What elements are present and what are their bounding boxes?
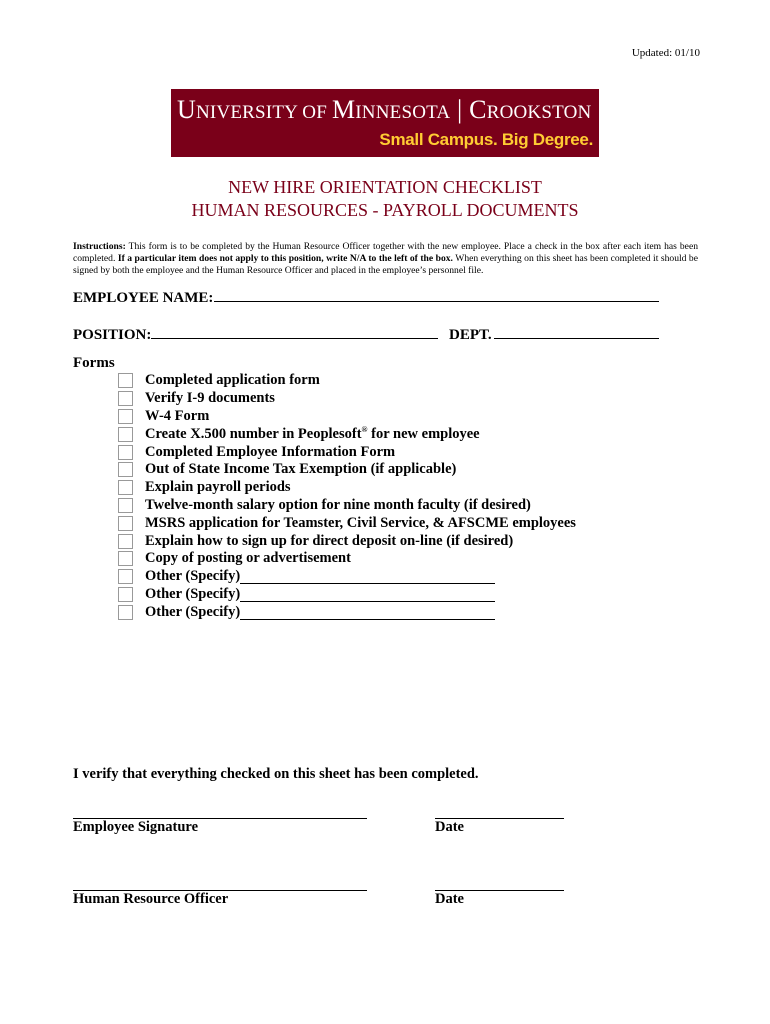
logo-wordmark: UNIVERSITY OF MINNESOTA | CROOKSTON (177, 95, 592, 124)
hr-officer-signature-field[interactable] (73, 876, 367, 891)
checkbox[interactable] (118, 587, 133, 602)
verification-statement: I verify that everything checked on this sheet has been completed. (73, 766, 479, 782)
list-item (118, 497, 576, 515)
instructions-text: This form is to be completed by the Human Resource Officer together with the new employee. Place a check in the box after each item has been completed. (73, 241, 698, 264)
specify-field[interactable] (240, 605, 495, 620)
employee-name-field[interactable] (214, 287, 659, 302)
instructions-na-note: If a particular item does not apply to this position, write N/A to the left of the box. (117, 253, 453, 264)
checklist (118, 372, 576, 621)
checkbox[interactable] (118, 391, 133, 406)
employee-signature-field[interactable] (73, 804, 367, 819)
checkbox[interactable] (118, 498, 133, 513)
checkbox[interactable] (118, 480, 133, 495)
item-label: W-4 Form (145, 407, 210, 424)
list-item (118, 479, 576, 497)
list-item (118, 408, 576, 426)
position-label: POSITION: (73, 327, 152, 343)
hr-date-label: Date (435, 891, 464, 907)
checkbox[interactable] (118, 462, 133, 477)
hr-officer-label: Human Resource Officer (73, 891, 229, 907)
list-item (118, 443, 576, 461)
checkbox[interactable] (118, 427, 133, 442)
employee-date-label: Date (435, 819, 464, 835)
item-label: Explain payroll periods (145, 479, 291, 496)
instructions (73, 241, 698, 277)
item-label: Completed Employee Information Form (145, 443, 396, 460)
item-label: Completed application form (145, 372, 320, 389)
item-label: Other (Specify) (145, 603, 241, 620)
list-item (118, 390, 576, 408)
position-field[interactable] (151, 324, 438, 339)
employee-date-field[interactable] (435, 804, 564, 819)
employee-name-label: EMPLOYEE NAME: (73, 290, 214, 306)
checkbox[interactable] (118, 605, 133, 620)
checkbox[interactable] (118, 373, 133, 388)
list-item (118, 550, 576, 568)
form-title: NEW HIRE ORIENTATION CHECKLIST (228, 177, 542, 197)
list-item (118, 532, 576, 550)
form-subtitle: HUMAN RESOURCES - PAYROLL DOCUMENTS (191, 200, 579, 220)
list-item (118, 586, 576, 604)
list-item (118, 461, 576, 479)
item-label: Copy of posting or advertisement (145, 550, 351, 567)
list-item (118, 603, 576, 621)
item-label: Twelve-month salary option for nine month faculty (if desired) (145, 496, 531, 513)
item-label: Other (Specify) (145, 568, 241, 585)
item-label: MSRS application for Teamster, Civil Service, & AFSCME employees (145, 514, 576, 531)
checkbox[interactable] (118, 551, 133, 566)
hr-officer-date-field[interactable] (435, 876, 564, 891)
instructions-text-end: When everything on this sheet has been completed it should be signed by both the employee and the Human Resource Officer and placed in the employee’s personnel file. (73, 253, 698, 276)
registered-mark: ® (361, 425, 368, 435)
list-item (118, 568, 576, 586)
list-item (118, 514, 576, 532)
university-logo (171, 89, 599, 157)
checkbox[interactable] (118, 445, 133, 460)
dept-label: DEPT. (449, 327, 492, 343)
checkbox[interactable] (118, 409, 133, 424)
checkbox[interactable] (118, 534, 133, 549)
employee-signature-label: Employee Signature (73, 819, 198, 835)
logo-tagline: Small Campus. Big Degree. (379, 130, 593, 149)
item-label: Create X.500 number in Peoplesoft® for new employee (145, 425, 480, 443)
forms-heading: Forms (73, 355, 115, 371)
checkbox[interactable] (118, 569, 133, 584)
updated-date: Updated: 01/10 (631, 47, 700, 59)
checkbox[interactable] (118, 516, 133, 531)
dept-field[interactable] (494, 324, 659, 339)
specify-field[interactable] (240, 569, 495, 584)
item-label: Explain how to sign up for direct deposit on-line (if desired) (145, 532, 514, 549)
list-item (118, 372, 576, 390)
item-label: Other (Specify) (145, 585, 241, 602)
specify-field[interactable] (240, 587, 495, 602)
instructions-label: Instructions: (73, 241, 126, 252)
list-item (118, 425, 576, 443)
item-label: Verify I-9 documents (145, 390, 275, 407)
item-label: Out of State Income Tax Exemption (if applicable) (145, 461, 457, 478)
